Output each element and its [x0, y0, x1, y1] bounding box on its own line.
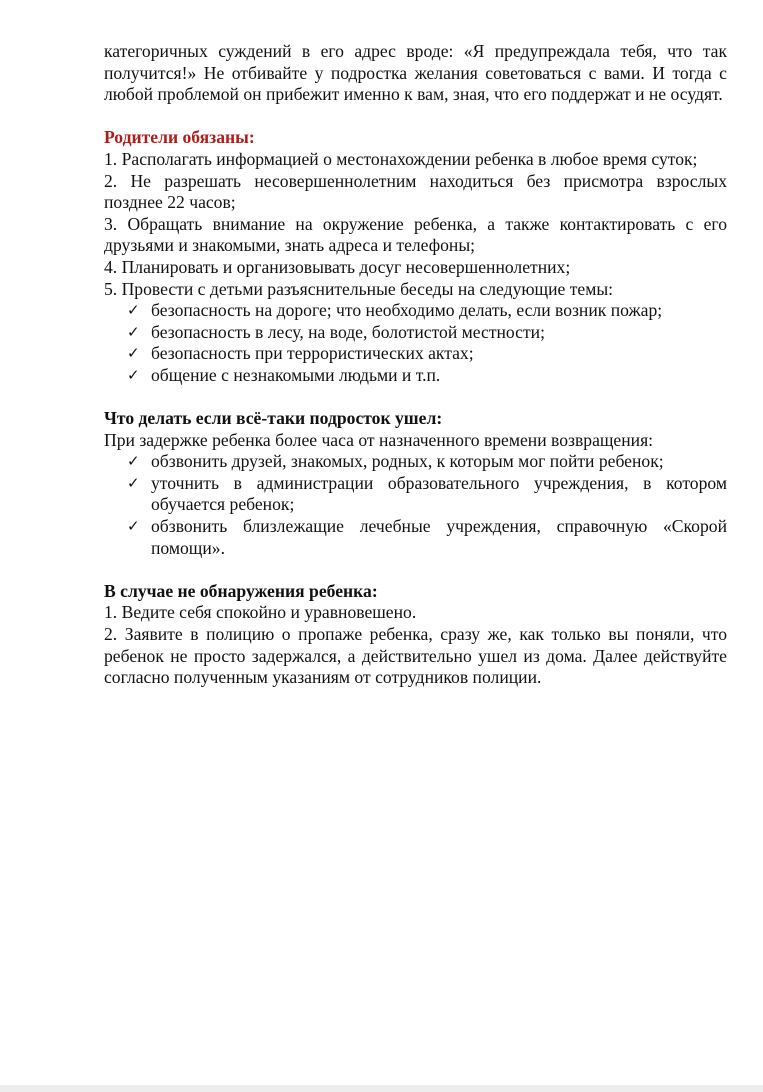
runaway-step	[104, 516, 727, 559]
duties-item: 1. Располагать информацией о местонахождении ребенка в любое время суток;	[104, 148, 698, 169]
not-found-list	[104, 602, 727, 688]
topics-item-text: безопасность в лесу, на воде, болотистой местности;	[151, 321, 545, 342]
runaway-step	[104, 451, 727, 473]
duties-heading: Родители обязаны:	[104, 127, 255, 148]
duties-item: 3. Обращать внимание на окружение ребенка, а также контактировать с его друзьями и знакомыми, знать адреса и телефоны;	[104, 213, 727, 256]
topics-item-text: общение с незнакомыми людьми и т.п.	[151, 364, 441, 385]
check-icon: ✓	[127, 301, 140, 320]
check-icon: ✓	[127, 322, 140, 341]
topics-item	[104, 300, 727, 322]
check-icon: ✓	[127, 473, 140, 492]
runaway-checklist	[104, 451, 727, 559]
check-icon: ✓	[127, 517, 140, 536]
duties-item: 2. Не разрешать несовершеннолетним находиться без присмотра взрослых позднее 22 часов;	[104, 170, 727, 213]
check-icon: ✓	[127, 365, 140, 384]
topics-item-text: безопасность на дороге; что необходимо делать, если возник пожар;	[151, 300, 663, 321]
topics-checklist	[104, 300, 727, 386]
topics-item-text: безопасность при террористических актах;	[151, 343, 474, 364]
intro-paragraph: категоричных суждений в его адрес вроде: «Я предупреждала тебя, что так получится!» Не отбивайте у подростка желания советоваться с вами. И тогда с любой проблемой он прибежит именно к вам, зная, что его поддержат и не осудят.	[104, 41, 727, 105]
check-icon: ✓	[127, 344, 140, 363]
topics-item	[104, 343, 727, 365]
runaway-step-text: уточнить в администрации образовательного учреждения, в котором обучается ребенок;	[151, 472, 727, 515]
duties-item: 4. Планировать и организовывать досуг несовершеннолетних;	[104, 256, 571, 277]
topics-item	[104, 365, 727, 387]
not-found-item: 1. Ведите себя спокойно и уравновешено.	[104, 602, 417, 623]
runaway-step	[104, 473, 727, 516]
topics-item	[104, 322, 727, 344]
runaway-step-text: обзвонить друзей, знакомых, родных, к которым мог пойти ребенок;	[151, 451, 664, 472]
section-spacer	[104, 106, 727, 128]
check-icon: ✓	[127, 452, 140, 471]
section-spacer	[104, 387, 727, 409]
duties-item: 5. Провести с детьми разъяснительные беседы на следующие темы:	[104, 278, 614, 299]
not-found-item: 2. Заявите в полицию о пропаже ребенка, сразу же, как только вы поняли, что ребенок не просто задержался, а действительно ушел из дома. Далее действуйте согласно полученным указаниям от сотрудников полиции.	[104, 624, 727, 688]
runaway-heading: Что делать если всё-таки подросток ушел:	[104, 408, 443, 429]
runaway-step-text: обзвонить близлежащие лечебные учреждения, справочную «Скорой помощи».	[151, 516, 727, 558]
not-found-heading: В случае не обнаружения ребенка:	[104, 580, 378, 601]
runaway-lead: При задержке ребенка более часа от назначенного времени возвращения:	[104, 429, 654, 450]
section-spacer	[104, 559, 727, 581]
duties-list	[104, 149, 727, 300]
document-page	[104, 41, 727, 689]
page-bottom-edge	[0, 1085, 763, 1092]
